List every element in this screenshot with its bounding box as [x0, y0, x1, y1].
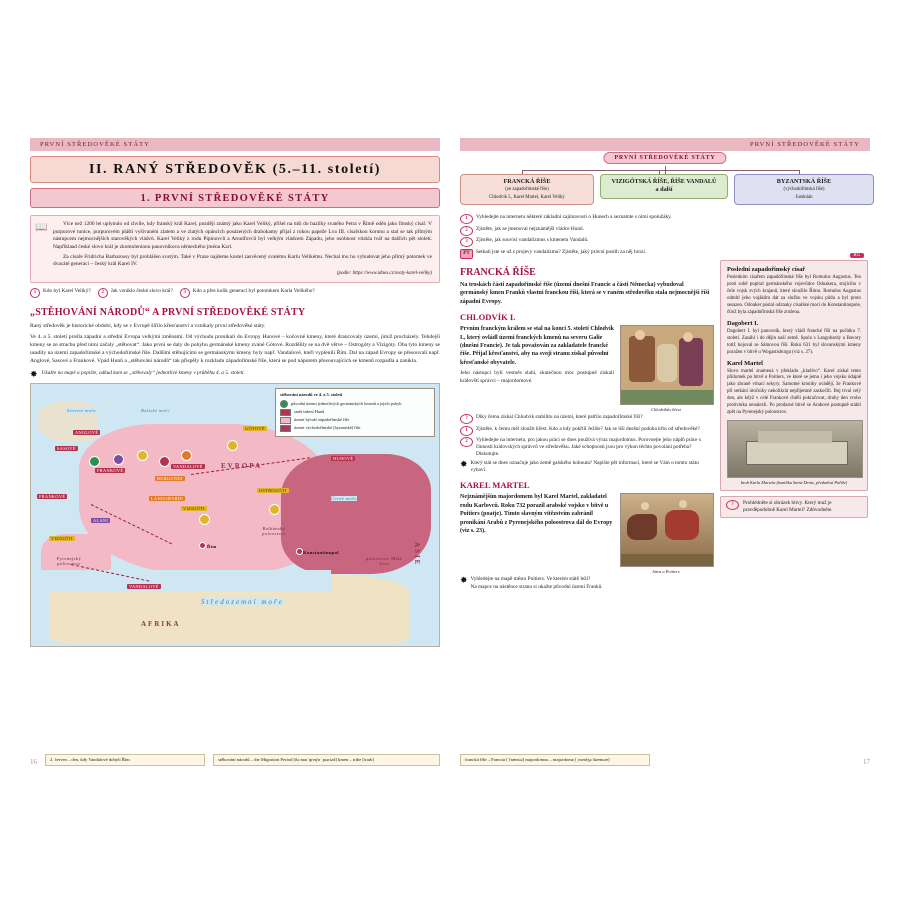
- map-task-text: Ukažte na mapě a popište, odkud kam se „stěhovaly“ jednotlivé kmeny v průběhu 4. a 5. století.: [41, 369, 245, 376]
- map-tribe-saxons: SASOVÉ: [57, 445, 76, 451]
- sidebar-heading-1: Poslední zapadořímský císař: [727, 266, 806, 273]
- map-label-sea-baltic: Baltské moře: [141, 407, 170, 413]
- map-label-asia-minor: poloostrov Malá Asie: [365, 555, 403, 566]
- map-dot-yellow-3: [269, 504, 280, 515]
- task-item: [460, 460, 712, 474]
- map-label-sea-north: Severní moře: [67, 407, 97, 413]
- map-tribe-goths: GÓTOVÉ: [245, 425, 265, 431]
- bottom-question-text: Prohlédněte si obrázek bitvy. Který muž je pravděpodobně Karel Martel? Zdůvodněte.: [743, 500, 833, 514]
- legend-label: území bývalé západořímské říše: [294, 417, 350, 423]
- legend-item: [280, 409, 430, 416]
- sidebar-text-1: Posledním císařem zapadořímské říše byl Romulus Augustus. Ten proti sobě popíral germánského vojevůdce Odoakera, stojícího v čele vojsk svých krajanů, které sloužilo Římu. Romulus Augustus odmítl jeho vojákům dát za službu ve vojsku půdu a byl proto sesazen. Odoaker poslal odznaky císařské moci do Konstantinopole, čímž byla západořímská říše zrušena.: [727, 275, 861, 315]
- martel-text: Nejznámějším majordomem byl Karel Martel, zakladatel rodu Karlovců. Roku 732 porazil arabské vojsko v bitvě u Poitiers (poatje). Tímto slavným vítězstvím zabránil pronikání Arabů z Pyrenejského poloostrova dál do Evropy (viz s. 23).: [460, 494, 613, 534]
- clovis-question-text: Díky čemu získal Chlodvík stabilitu na území, které patřilo zapadořímské říši?: [476, 414, 643, 421]
- flow-box-sub: (ze zapadořímské říše): [505, 187, 549, 193]
- figure-image: [620, 493, 714, 567]
- task-text: Setkali jste se už s projevy vandalizmu? Zjistěte, jaký právní postih za něj hrozí.: [476, 248, 647, 255]
- figure-caption: Chlodvíkův křest: [651, 406, 681, 412]
- chapter-title-bar: [30, 156, 440, 183]
- flow-box-byzantine: [734, 174, 874, 205]
- sidebar-box: [720, 253, 868, 491]
- flow-connector: [522, 170, 800, 171]
- legend-label: území východořímské (byzantské) říše: [294, 425, 361, 431]
- legend-item: [280, 400, 430, 408]
- map-dot-orange: [181, 450, 192, 461]
- map-label-africa: AFRIKA: [141, 619, 181, 628]
- task-item: [460, 437, 712, 458]
- map-label-sea-black: Černé moře: [331, 495, 357, 501]
- section-title: 1. PRVNÍ STŘEDOVĚKÉ STÁTY: [140, 193, 330, 204]
- subtopic-heading-clovis: CHLODVÍK I.: [460, 312, 516, 323]
- legend-label: původní území jednotlivých germánských kmenů a jejich pohyb: [291, 400, 402, 406]
- right-page: [450, 130, 882, 770]
- topic-lead: Na troskách části zapadořímské říše (území dnešní Francie a části Německa) vybudoval germánský kmen Franků vlastní franckou říši, která se v raném středověku stala nejmocnější říší západní Evropy.: [460, 282, 710, 305]
- question-number-icon: 2: [98, 288, 108, 298]
- figure-image: [620, 325, 714, 405]
- sidebar-text-2: Dagobert I. byl panovník, který vládl francké říši na počátku 7. století. Zasáhl i do dějin naší země. Spolu s Langobardy a Bavory totiž bojoval se Sámovou říší. Roku 631 byl slovanskými kmeny poražen v bitvě u Wogastisburgu (viz s. 27).: [727, 328, 861, 355]
- map-dot-yellow-4: [199, 514, 210, 525]
- map-tribe-visigoths: VIZIGÓTI: [183, 505, 205, 511]
- map-city-rome: Řím: [207, 543, 217, 549]
- page-number-right: 17: [863, 758, 870, 766]
- map-land-byzantium: [281, 454, 431, 574]
- sidebar-text-3: Slovo martel znamená v překladu „kladivo“. Karel získal tento přídomek po bitvě u Poitiers, ve které se jemu i jeho vojsku údajně jako zbraně vrhací sekyry. Samotné kroniky uvádějí, že Frankové při setkání útočníky nekolikrát nepřijemně zaskočili. Boj trval celý den, ale když v celé Frankové chtěli pokračovat, druhy den vroho protivníka nenalezli. Po prodarné bitvě se Arabové postupně stáhli zpět na Pyrenejský poloostrov.: [727, 368, 861, 416]
- flow-box-sub: a další: [655, 186, 673, 194]
- running-head-left: PRVNÍ STŘEDOVĚKÉ STÁTY: [30, 138, 440, 151]
- legend-item: [280, 425, 430, 432]
- flow-diagram: [460, 152, 870, 214]
- legend-swatch-icon: [280, 409, 291, 416]
- subtopic-heading-martel: KAREL MARTEL: [460, 480, 530, 491]
- task-number-icon: 1: [460, 426, 473, 436]
- flow-root-node: PRVNÍ STŘEDOVĚKÉ STÁTY: [603, 152, 726, 164]
- section-title-bar: [30, 188, 440, 208]
- map-dot-purple: [113, 454, 124, 465]
- body-text: [30, 322, 440, 366]
- flow-box-detail: Justinián: [795, 194, 813, 200]
- map-dot-green: [89, 456, 100, 467]
- question-3: [180, 288, 315, 298]
- europe-migration-map[interactable]: [30, 383, 440, 647]
- map-label-asia: ASIE: [413, 541, 421, 566]
- ru-badge: RU: [850, 253, 864, 258]
- sidebar-heading-3: Karel Martel: [727, 359, 763, 367]
- map-tribe-vandals: VANDALOVÉ: [173, 463, 203, 469]
- task-text: Vyhledejte na internetu, pro jakou práci se dnes používá výraz majordomus. Porovnejte jeho náplň práce s činností královských správců ve středověku. Jaké schopnosti jsou pro výkon těchto povolání potřeba? Diskutujte.: [476, 437, 701, 458]
- right-sidebar-column: [720, 253, 868, 592]
- map-label-europe: EVROPA: [221, 461, 263, 470]
- left-footer: [30, 754, 440, 766]
- page-spread: [18, 130, 882, 770]
- task-number-icon: 1: [460, 214, 473, 224]
- map-label-iberia: Pyrenejský poloostrov: [56, 555, 82, 566]
- question-icon: ?: [460, 414, 473, 424]
- section-heading: „STĚHOVÁNÍ NÁRODŮ“ A PRVNÍ STŘEDOVĚKÉ STÁTY: [30, 307, 306, 319]
- figure-martel-tomb: [727, 420, 861, 485]
- map-label-balkans: Balkánský poloostrov: [262, 525, 286, 536]
- right-task-list: [460, 214, 870, 259]
- flow-box-title: VIZIGÓTSKÁ ŘÍŠE, ŘÍŠE VANDALŮ: [611, 178, 717, 185]
- legend-swatch-icon: [280, 400, 288, 408]
- caption-left: 2. červen – den, kdy Vandalové dobyli Řím: [45, 754, 205, 766]
- figure-caption: hrob Karla Martela (bazilika Saint-Denis, předměstí Paříže): [740, 479, 848, 485]
- task-text: Vyhledejte na mapě město Poitiers. Ve kterém státě leží?: [470, 576, 591, 583]
- flow-box-title: BYZANTSKÁ ŘÍŠE: [776, 178, 832, 185]
- task-text: Zjistěte, jak souvisí vandalizmus s kmenem Vandalů.: [476, 237, 589, 243]
- flow-box-visigothic: [600, 174, 728, 199]
- body-paragraph-2: Ve 4. a 5. století prošla západní a střední Evropa velkými změnami. Od východu pronikali do Evropy Hunové – kočovné kmeny, které drancovaly území, jimiž procházely. Tehdejší kmeny se ze strachu před nimi začaly „stěhovat“. Jako první se daly do pohybu germánské kmeny zvané Gótové. Rozdělily se na dvě větve – Ostrogóty a Vizigóty. Oba tyto kmeny se usadily na území zapadořímské a východořímské říše. Dalšími stěhujícími se germánskými kmeny byly např. Vandalové, kteří vyplenili Řím. Dal na západ Evropy se přesouvali např. Anglové, Sasové a Frankové. Vpád Hunů a „stěhování národů“ tak přispěly k rozkladu západořímské říše, která se pod náporem přesouvajících se kmenů rozpadla a zanikla.: [30, 334, 440, 365]
- map-legend-title: stěhování národů ve 4. a 5. století: [280, 391, 343, 397]
- sidebar-heading-2: Dagobert I.: [727, 319, 759, 327]
- flow-box-detail: Chlodvík I., Karel Martel, Karel Veliký: [489, 194, 565, 200]
- map-tribe-burgundians: BURGUNDI: [157, 475, 183, 481]
- right-footer: [460, 754, 870, 766]
- map-tribe-lombards: LANGOBARDI: [151, 495, 184, 501]
- figure-image: [727, 420, 863, 478]
- figure-caption: bitva u Poitiers: [652, 568, 680, 574]
- legend-item: [280, 417, 430, 424]
- map-dot-yellow-2: [227, 440, 238, 451]
- question-2: [98, 288, 173, 298]
- vocabulary-box-right: francká říše – Francia [ˈfrænsiə] majordomus – majordomo [ˌmeɪdʒəˈdəʊməʊ]: [460, 754, 650, 766]
- figure-poitiers-battle: [620, 493, 712, 574]
- task-item: [460, 226, 870, 236]
- task-text: Zjistěte, jak se jmenoval nejznámější vládce Hunů.: [476, 225, 584, 232]
- task-item: [460, 426, 712, 436]
- map-tribe-visigoths-2: VIZIGÓTI: [51, 535, 73, 541]
- task-text: Který stát se dnes označuje jako země galského kohouta? Napište pět informací, které se Vám o tomto státu vybaví.: [470, 460, 699, 474]
- task-item: [460, 214, 870, 224]
- task-number-icon: 2: [460, 437, 473, 447]
- task-number-icon: 3: [460, 237, 473, 247]
- legend-label: směr tažení Hunů: [294, 409, 325, 415]
- running-head-right: PRVNÍ STŘEDOVĚKÉ STÁTY: [460, 138, 870, 151]
- task-item-pt: [460, 249, 870, 259]
- task-tag-icon: PT: [460, 249, 473, 259]
- map-dot-constantinople: [296, 548, 303, 555]
- map-tribe-franks: FRANKOVÉ: [97, 467, 124, 473]
- map-dot-yellow: [137, 450, 148, 461]
- question-number-icon: 1: [30, 288, 40, 298]
- map-tribe-huns: HUNOVÉ: [333, 455, 354, 461]
- clovis-text: Jeho nástupci byli vesměs slabí, skutečnou moc postupně získali královští správci – majordomové.: [460, 370, 614, 384]
- question-text: Jak vzniklo české slovo král?: [110, 288, 173, 295]
- question-text: Kdo a přes kolik generací byl potomkem Karla Velikého?: [192, 288, 315, 295]
- right-main-column: [460, 260, 712, 592]
- clovis-question: [460, 414, 712, 424]
- map-city-constantinople: Konstantinopol: [303, 549, 339, 555]
- map-tribe-vandals-2: VANDALOVÉ: [129, 583, 159, 589]
- motivation-paragraph-1: Více než 1200 let uplynulo od chvíle, kdy franský král Karel, později známý jako Karel Veliký, přišel na mši do bazilky svatého Petra v Římě oděn jako římský císař. V purpurové tunice, purpurovém plášti vyšívaném zlatem a ve zlatých opáncích posázených drahokamy přijal z rukou papeže Lva III. císařskou korunu a stal se tak přímým nástupcem nejmocnějších starověkých vládců. Karel Veliký z rodu Pipinovců a Arnulfovců byl velkým vládcem Západu, jeho osobnost vtiskla tvář na dalších pět století. Napříklaad české slovo král je zkomoleninou panovníkova německého jména Karl.: [53, 221, 432, 251]
- flow-box-title: FRANCKÁ ŘÍŠE: [503, 178, 551, 185]
- task-text: Na mapce na nástěnce stranu si ukažte původní území Franků.: [470, 583, 603, 590]
- body-paragraph-1: Raný středověk je historické období, kdy se v Evropě šířilo křesťanství a vznikaly první středověké státy.: [30, 323, 266, 330]
- map-dot-rome: [199, 542, 206, 549]
- page-number-left: 16: [30, 758, 37, 766]
- task-text: Zjistěte, k čemu měl sloužit křest. Kdo a kdy pokřtil Ježíše? Jak se liší dnešní podoba křtu od středověké?: [476, 425, 700, 432]
- question-1: [30, 288, 91, 298]
- left-page: [18, 130, 450, 770]
- clovis-bold-text: Prvním franckým králem se stal na konci 5. století Chlodvík I., který ovládl území franckých kmenů na severu Galie (dnešní Francie). Je tak považován za zakladatele francké říše. Přijal křesťanství, aby na svoji stranu získal původní křesťanské obyvatele.: [460, 326, 614, 366]
- map-label-sea-mediterranean: Středozemní moře: [201, 597, 284, 606]
- map-tribe-angles: ANGLOVÉ: [75, 429, 99, 435]
- flow-box-sub: (východořímská říše): [783, 187, 825, 193]
- question-icon: ?: [726, 500, 739, 510]
- flow-box-frankish: [460, 174, 594, 205]
- task-item: [460, 576, 712, 590]
- map-mediterranean: [31, 570, 331, 592]
- bottom-question-box: [720, 496, 868, 518]
- chapter-title: II. RANÝ STŘEDOVĚK (5.–11. století): [88, 162, 382, 177]
- map-legend: [275, 388, 435, 437]
- task-text: Vyhledejte na internetu některé základní zajímavosti o Hunech a seznamte s nimi spolužáky.: [476, 214, 672, 220]
- map-dot-red: [159, 456, 170, 467]
- legend-swatch-icon: [280, 417, 291, 424]
- question-text: Kdo byl Karel Veliký?: [43, 288, 91, 295]
- figure-clovis-baptism: [620, 325, 712, 412]
- legend-swatch-icon: [280, 425, 291, 432]
- map-tribe-alans: ALANI: [93, 517, 109, 523]
- question-number-icon: 3: [180, 288, 190, 298]
- map-task: [30, 370, 440, 378]
- star-icon: ✸: [30, 368, 38, 379]
- motivation-source: (podle: https://www.idnes.cz/svaty-karel-veliky): [336, 271, 432, 277]
- vocabulary-box-left: stěhování národů – the Migration Period [ðə maɪˈɡreɪʃn ˈpɪəriəd] kmen – tribe [traɪb]: [213, 754, 440, 766]
- map-tribe-franks-2: FRANKOVÉ: [39, 493, 66, 499]
- task-number-icon: 2: [460, 226, 473, 236]
- book-icon: 📖: [35, 222, 48, 233]
- star-icon: ✸: [460, 459, 468, 470]
- topic-heading: FRANCKÁ ŘÍŠE: [460, 267, 536, 278]
- map-tribe-ostrogoths: OSTROGÓTI: [259, 487, 287, 493]
- motivation-box: [30, 215, 440, 283]
- motivation-paragraph-2: Za císaře Fridricha Barbarossy byl prohlášen svatým. Také v Praze najdeme kostel zasvěcený svatému Karlu Velikému. Nechal mu ho vybudovat jeho přímý potomek ve dvacáté generaci – český král Karel IV.: [53, 253, 432, 268]
- star-icon: ✸: [460, 575, 468, 586]
- task-item: [460, 237, 870, 247]
- question-row: [30, 288, 440, 298]
